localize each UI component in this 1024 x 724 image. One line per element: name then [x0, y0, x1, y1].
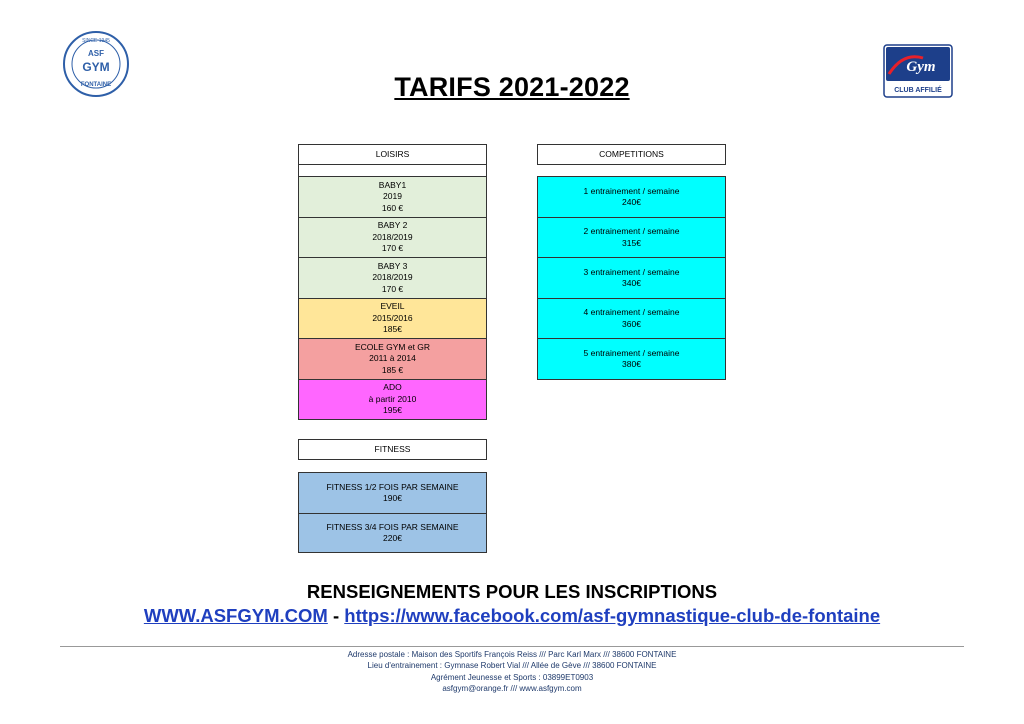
item-price: 185€	[383, 324, 402, 335]
loisirs-item-baby2	[298, 217, 487, 258]
loisirs-item-ecole-gym	[298, 338, 487, 380]
item-price: 220€	[383, 533, 402, 543]
logo-top-text: SINCE 1945	[82, 38, 110, 44]
item-label: EVEIL	[380, 301, 405, 312]
item-price: 170 €	[381, 283, 404, 294]
item-year: 2018/2019	[372, 272, 413, 283]
competitions-header: COMPETITIONS	[537, 144, 726, 165]
item-label: BABY 3	[377, 260, 408, 271]
loisirs-item-ado	[298, 379, 487, 420]
loisirs-item-baby1	[298, 176, 487, 218]
item-year: 2019	[383, 191, 402, 202]
logo-bottom-text: FONTAINE	[80, 82, 112, 88]
fitness-item-2	[298, 513, 487, 553]
item-year: 2018/2019	[372, 231, 413, 242]
inscriptions-heading: RENSEIGNEMENTS POUR LES INSCRIPTIONS	[306, 581, 718, 602]
item-year: 2015/2016	[372, 312, 413, 323]
item-price: 170 €	[381, 243, 404, 254]
loisirs-item-eveil	[298, 298, 487, 339]
item-label: ADO	[383, 382, 402, 393]
item-year: 2011 à 2014	[369, 353, 416, 364]
loisirs-header: LOISIRS	[298, 144, 487, 165]
website-link[interactable]: WWW.ASFGYM.COM	[143, 605, 328, 626]
fitness-item-1	[298, 472, 487, 514]
item-label: 3 entrainement / semaine	[583, 266, 680, 277]
inscriptions-links	[0, 605, 1024, 627]
footer-agrement: Agrément Jeunesse et Sports : 03899ET0903	[430, 672, 594, 682]
item-price: 190€	[383, 493, 402, 503]
item-label: BABY 2	[377, 220, 408, 231]
item-price: 185 €	[381, 364, 404, 375]
item-label: 1 entrainement / semaine	[583, 185, 680, 196]
competitions-item-2	[537, 217, 726, 258]
page-title: TARIFS 2021-2022	[394, 72, 630, 102]
loisirs-item-baby3	[298, 257, 487, 299]
footer-divider	[60, 646, 964, 647]
logo-gym-text: GYM	[82, 60, 110, 74]
item-label: 4 entrainement / semaine	[583, 307, 680, 317]
footer-address: Adresse postale : Maison des Sportifs François Reiss /// Parc Karl Marx /// 38600 FONTAINE	[347, 650, 677, 659]
item-price: 380€	[622, 359, 641, 369]
footer	[0, 649, 1024, 694]
footer-training-place: Lieu d'entrainement : Gymnase Robert Vial /// Allée de Gève /// 38600 FONTAINE	[367, 661, 657, 671]
competitions-item-1	[537, 176, 726, 218]
item-price: 240€	[622, 197, 641, 207]
fitness-header: FITNESS	[298, 439, 487, 460]
item-label: FITNESS 1/2 FOIS PAR SEMAINE	[326, 481, 459, 492]
competitions-item-5	[537, 338, 726, 380]
item-label: FITNESS 3/4 FOIS PAR SEMAINE	[326, 521, 459, 532]
item-price: 195€	[383, 405, 402, 416]
item-label: BABY1	[378, 179, 407, 190]
logo-club-affilie: CLUB AFFILIÉ	[894, 87, 942, 94]
links-separator: -	[327, 605, 345, 626]
item-year: à partir 2010	[368, 393, 417, 404]
item-price: 340€	[622, 278, 641, 288]
logo-asf-text: ASF	[88, 49, 104, 58]
item-label: 2 entrainement / semaine	[583, 226, 680, 236]
item-label: ECOLE GYM et GR	[354, 341, 431, 352]
competitions-item-4	[537, 298, 726, 339]
facebook-link[interactable]: https://www.facebook.com/asf-gymnastique-club-de-fontaine	[344, 605, 881, 626]
item-price: 360€	[622, 318, 641, 329]
competitions-item-3	[537, 257, 726, 299]
item-price: 315€	[622, 237, 641, 248]
footer-contact: asfgym@orange.fr /// www.asfgym.com	[442, 683, 582, 693]
item-label: 5 entrainement / semaine	[583, 347, 680, 358]
item-price: 160 €	[381, 202, 404, 213]
logo-gym-brand: Gym	[906, 59, 936, 75]
